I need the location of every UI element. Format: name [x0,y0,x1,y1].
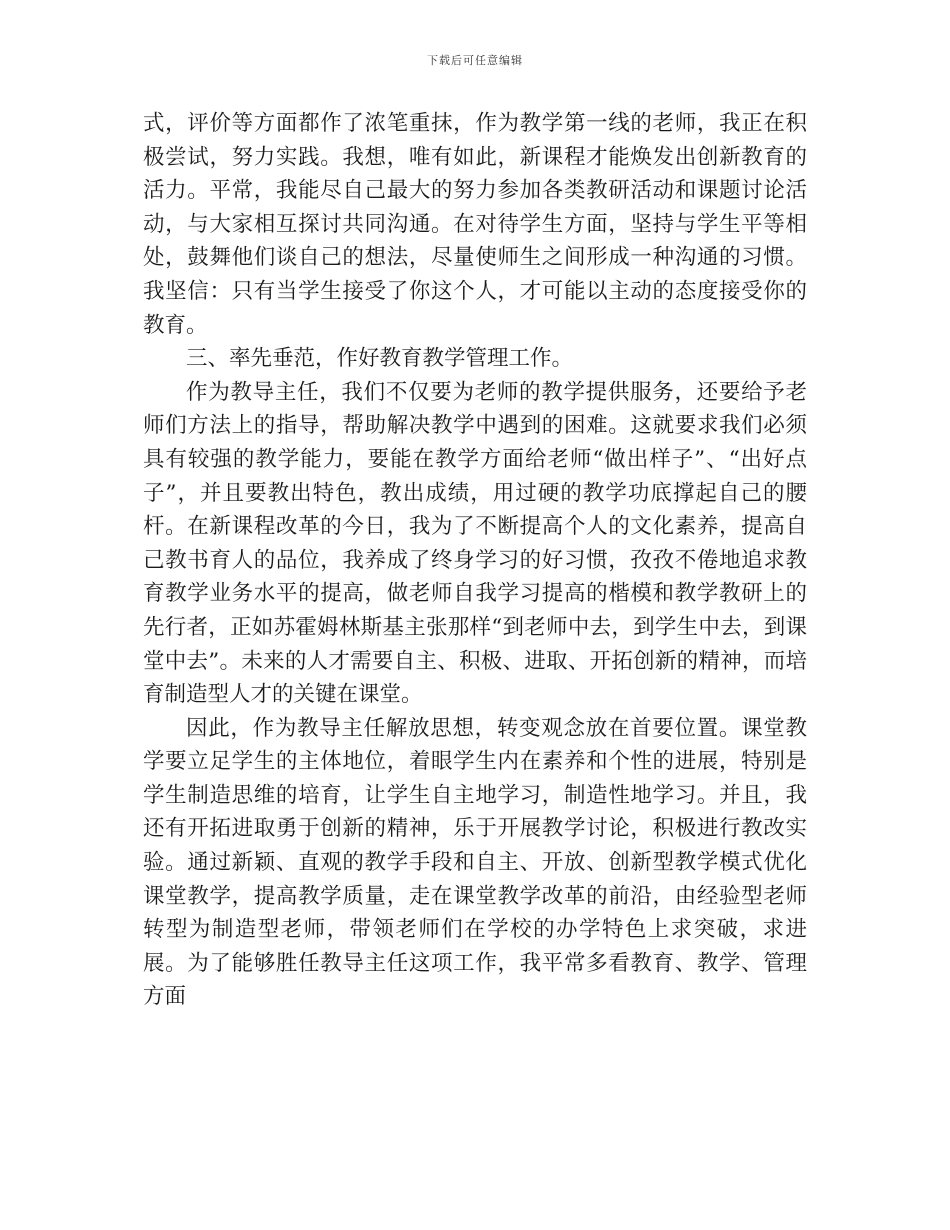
document-body [143,107,807,1014]
paragraph-director-role: 作为教导主任，我们不仅要为老师的教学提供服务，还要给予老师们方法上的指导，帮助解决教学中遇到的困难。这就要求我们必须具有较强的教学能力，要能在教学方面给老师“做出样子”、“出好点子”，并且要教出特色，教出成绩，用过硬的教学功底撑起自己的腰杆。在新课程改革的今日，我为了不断提高个人的文化素养，提高自己教书育人的品位，我养成了终身学习的好习惯，孜孜不倦地追求教育教学业务水平的提高，做老师自我学习提高的楷模和教学教研上的先行者，正如苏霍姆林斯基主张那样“到老师中去，到学生中去，到课堂中去”。未来的人才需要自主、积极、进取、开拓创新的精神，而培育制造型人才的关键在课堂。 [143,379,807,708]
paragraph-thinking-change: 因此，作为教导主任解放思想，转变观念放在首要位置。课堂教学要立足学生的主体地位，着眼学生内在素养和个性的进展，特别是学生制造思维的培育，让学生自主地学习，制造性地学习。并且，我还有开拓进取勇于创新的精神，乐于开展教学讨论，积极进行教改实验。通过新颖、直观的教学手段和自主、开放、创新型教学模式优化课堂教学，提高教学质量，走在课堂教学改革的前沿，由经验型老师转型为制造型老师，带领老师们在学校的办学特色上求突破，求进展。为了能够胜任教导主任这项工作，我平常多看教育、教学、管理方面 [143,715,807,1010]
page-header-note: 下载后可任意编辑 [427,54,523,67]
paragraph-continuation: 式，评价等方面都作了浓笔重抹，作为教学第一线的老师，我正在积极尝试，努力实践。我想，唯有如此，新课程才能焕发出创新教育的活力。平常，我能尽自己最大的努力参加各类教研活动和课题讨论活动，与大家相互探讨共同沟通。在对待学生方面，坚持与学生平等相处，鼓舞他们谈自己的想法，尽量使师生之间形成一种沟通的习惯。我坚信：只有当学生接受了你这个人，才可能以主动的态度接受你的教育。 [143,111,807,338]
section-heading-3: 三、率先垂范，作好教育教学管理工作。 [186,346,574,372]
